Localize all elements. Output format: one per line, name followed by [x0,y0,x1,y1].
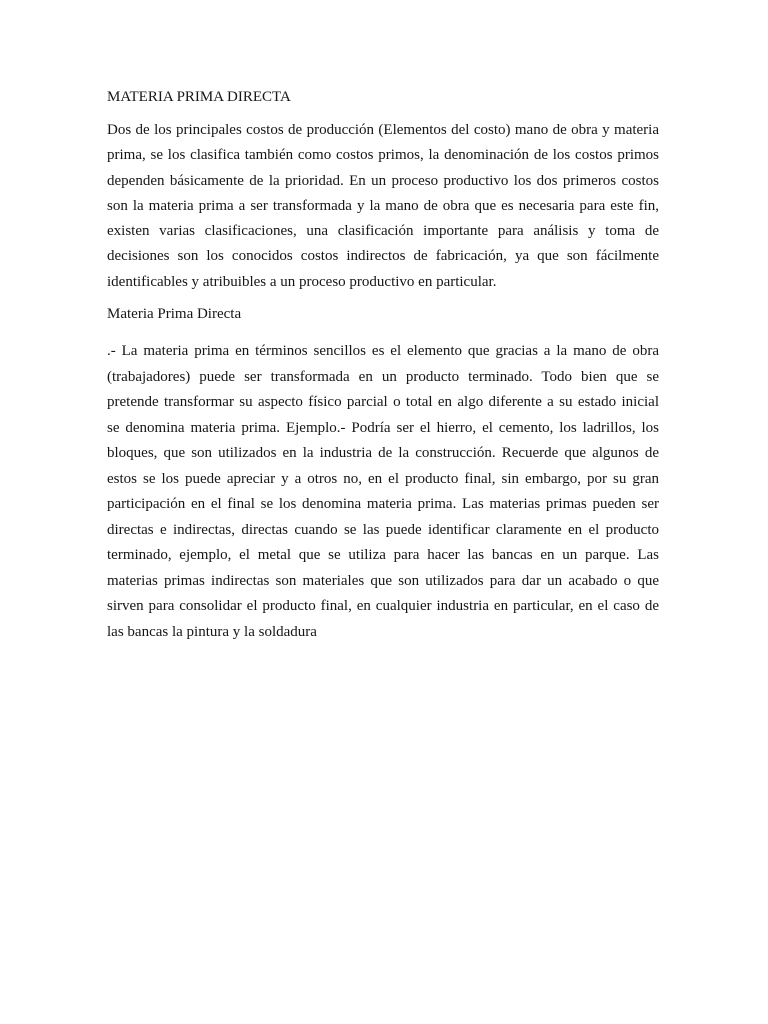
paragraph-line: existen varias clasificaciones, una clasificación importante para análisis y toma de [107,223,659,240]
document-title: MATERIA PRIMA DIRECTA [107,89,291,105]
paragraph-line: sirven para consolidar el producto final, en cualquier industria en particular, en el caso de [107,598,659,614]
paragraph-intro [107,118,659,295]
section-heading: Materia Prima Directa [107,306,242,322]
paragraph-line: identificables y atribuibles a un proceso productivo en particular. [107,273,497,290]
paragraph-line: prima, se los clasifica también como costos primos, la denominación de los costos primos [107,147,659,164]
paragraph-line: son la materia prima a ser transformada y la mano de obra que es necesaria para este fin, [107,197,659,214]
paragraph-line: bloques, que son utilizados en la industria de la construcción. Recuerde que algunos de [107,445,659,461]
paragraph-line: las bancas la pintura y la soldadura [107,623,317,640]
paragraph-line: decisiones son los conocidos costos indirectos de fabricación, ya que son fácilmente [107,248,659,265]
paragraph-line: (trabajadores) puede ser transformada en un producto terminado. Todo bien que se [107,368,659,385]
paragraph-line: estos se los puede apreciar y a otros no, en el producto final, sin embargo, por su gran [107,470,659,487]
paragraph-line: directas e indirectas, directas cuando se las puede identificar claramente en el producto [107,521,659,538]
paragraph-line: terminado, ejemplo, el metal que se utiliza para hacer las bancas en un parque. Las [107,547,659,563]
paragraph-line: pretende transformar su aspecto físico parcial o total en algo diferente a su estado inicial [107,394,659,410]
paragraph-line: dependen básicamente de la prioridad. En un proceso productivo los dos primeros costos [107,172,659,189]
paragraph-line: se denomina materia prima. Ejemplo.- Podría ser el hierro, el cemento, los ladrillos, los [107,419,659,436]
paragraph-definition [107,339,659,645]
paragraph-line: participación en el final se los denomina materia prima. Las materias primas pueden ser [107,496,659,512]
paragraph-line: Dos de los principales costos de producción (Elementos del costo) mano de obra y materia [107,122,659,138]
paragraph-line: .- La materia prima en términos sencillos es el elemento que gracias a la mano de obra [107,343,659,359]
paragraph-line: materias primas indirectas son materiales que son utilizados para dar un acabado o que [107,572,659,589]
